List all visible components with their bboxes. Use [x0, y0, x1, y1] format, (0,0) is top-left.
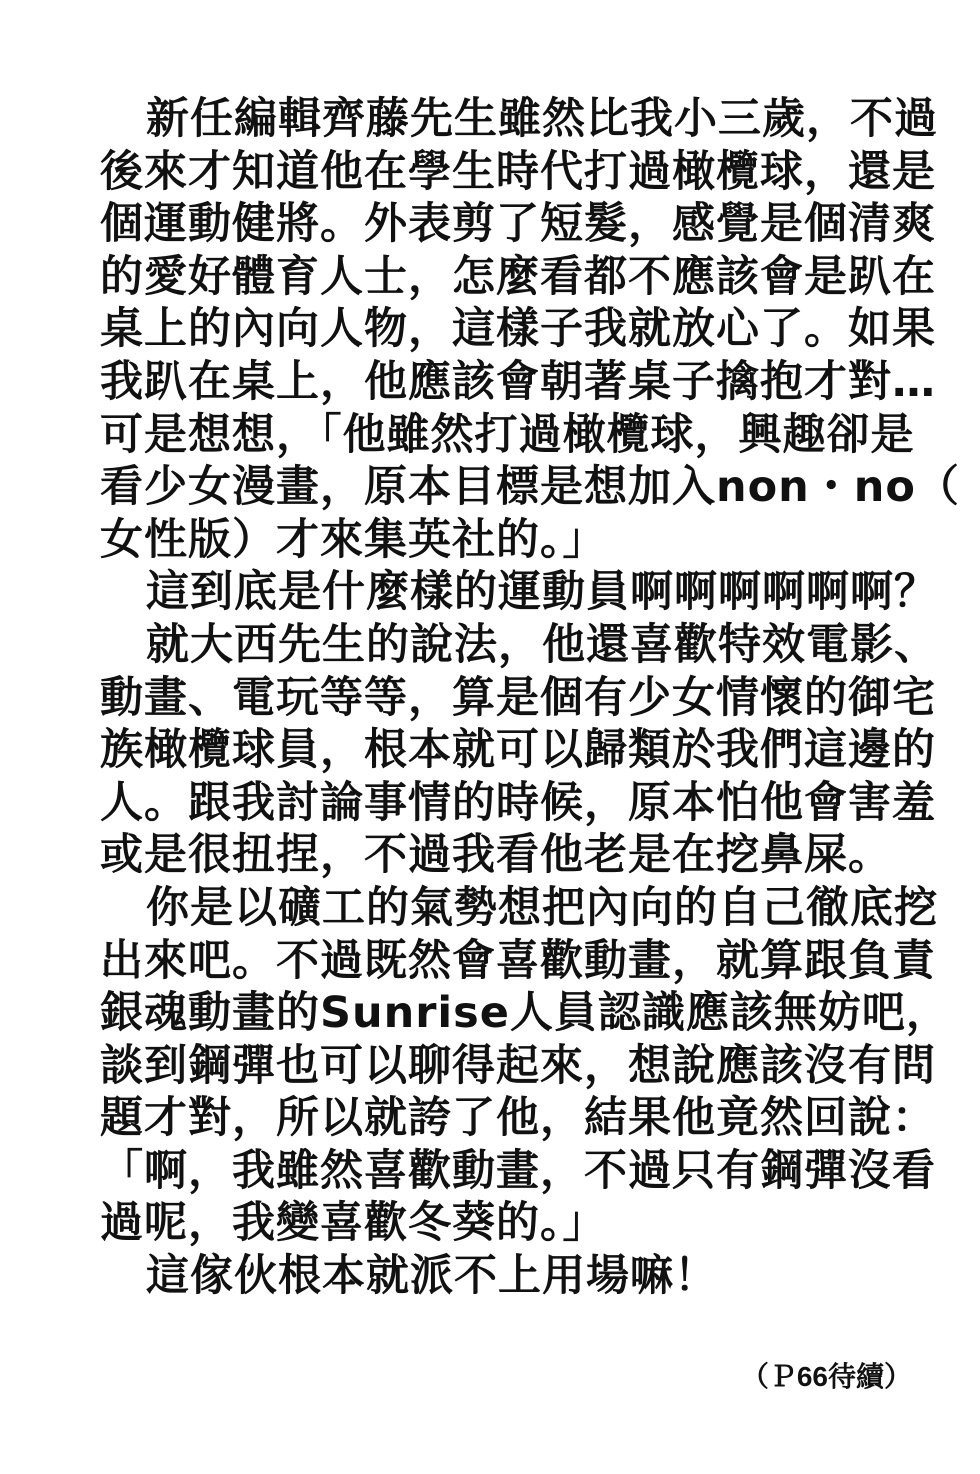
- text-line: 新任編輯齊藤先生雖然比我小三歲，不過: [146, 94, 938, 144]
- continued-note: （Ｐ66待續）: [740, 1361, 912, 1392]
- text-line: 的愛好體育人士，怎麼看都不應該會是趴在: [100, 251, 936, 302]
- text-line: 出來吧。不過既然會喜歡動畫，就算跟負責: [100, 935, 936, 986]
- text-line: 女性版）才來集英社的。」: [100, 514, 607, 565]
- text-line: 或是很扭捏，不過我看他老是在挖鼻屎。: [100, 830, 892, 881]
- text-line: 可是想想，「他雖然打過橄欖球，興趣卻是: [100, 409, 915, 460]
- text-line: 動畫、電玩等等，算是個有少女情懷的御宅: [100, 672, 936, 723]
- text-line: 題才對，所以就誇了他，結果他竟然回說：: [100, 1093, 936, 1144]
- essay-text: [100, 93, 960, 1303]
- text-line: 看少女漫畫，原本目標是想加入non・no（: [100, 462, 960, 513]
- text-line: 後來才知道他在學生時代打過橄欖球，還是: [100, 146, 936, 197]
- text-line: 談到鋼彈也可以聊得起來，想說應該沒有問: [100, 1040, 936, 1091]
- text-line: 這到底是什麼樣的運動員啊啊啊啊啊啊？: [146, 567, 938, 618]
- text-line: 這傢伙根本就派不上用場嘛！: [146, 1251, 718, 1302]
- text-line: 桌上的內向人物，這樣子我就放心了。如果: [100, 304, 936, 355]
- text-line: 過呢，我變喜歡冬葵的。」: [100, 1198, 607, 1249]
- text-line: 就大西先生的說法，他還喜歡特效電影、: [146, 619, 938, 670]
- text-line: 人。跟我討論事情的時候，原本怕他會害羞: [100, 777, 936, 828]
- text-line: 「啊，我雖然喜歡動畫，不過只有鋼彈沒看: [100, 1145, 936, 1196]
- text-line: 個運動健將。外表剪了短髮，感覺是個清爽: [100, 199, 936, 250]
- text-line: 我趴在桌上，他應該會朝著桌子擒抱才對…: [100, 356, 936, 407]
- text-line: 族橄欖球員，根本就可以歸類於我們這邊的: [100, 725, 936, 776]
- text-line: 銀魂動畫的Sunrise人員認識應該無妨吧，: [100, 988, 950, 1039]
- text-line: 你是以礦工的氣勢想把內向的自己徹底挖: [146, 882, 938, 933]
